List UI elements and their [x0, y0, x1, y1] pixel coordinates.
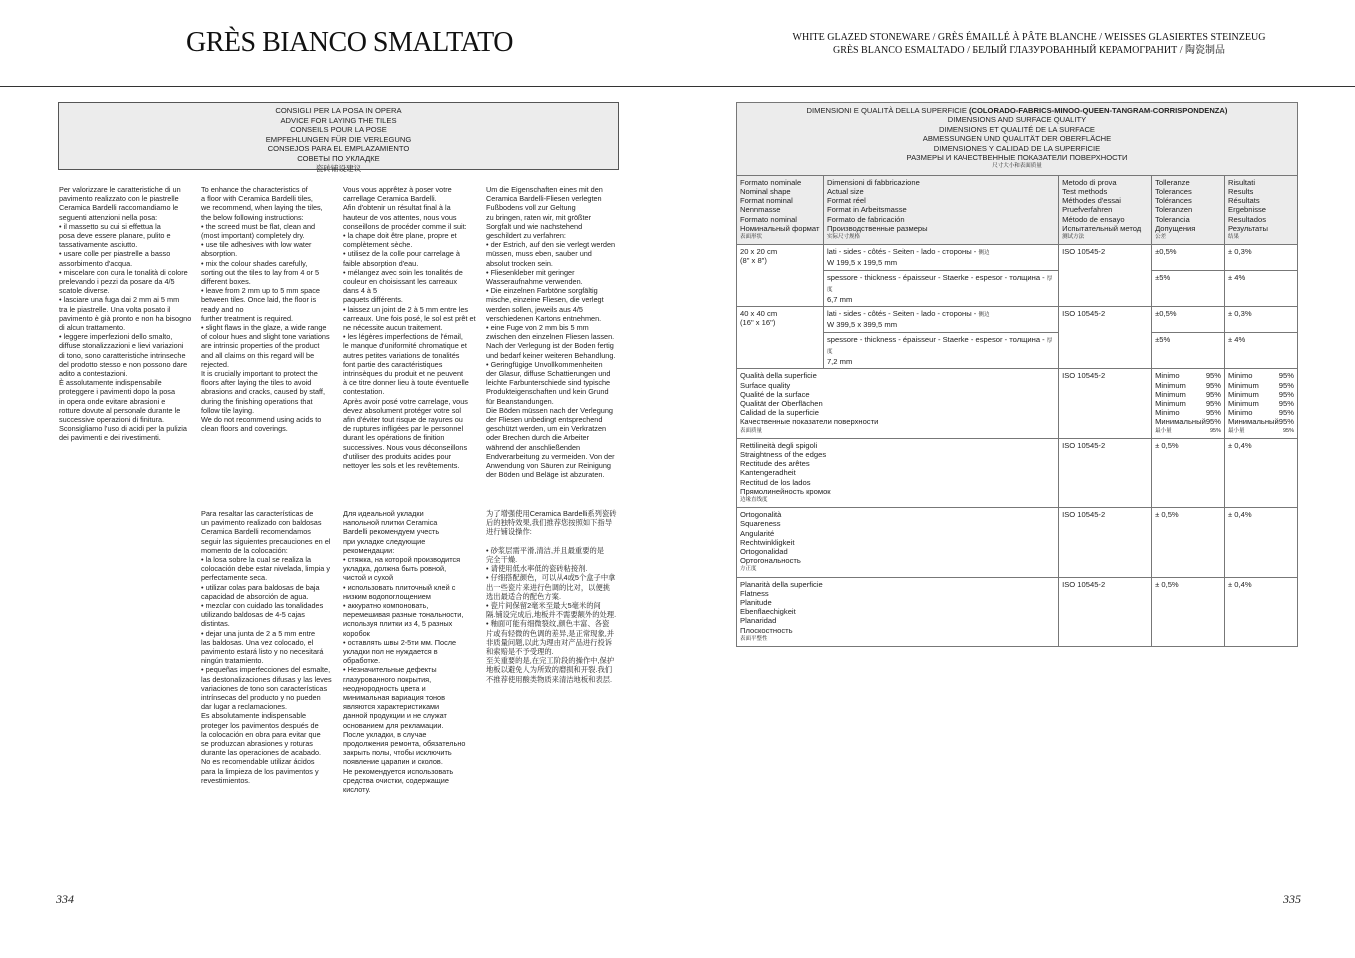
- property-label-line: Rectitud de los lados: [740, 477, 811, 487]
- dimension-label-zh: 侧边: [978, 312, 990, 319]
- property-label-line: Ортогональность: [740, 556, 801, 566]
- col-header-line: Допущения: [1155, 223, 1196, 233]
- column-french: Vous vous apprêtez à poser votre carrellage Ceramica Bardelli. Afin d'obtenir un résultat final à la hauteur de vos attentes, nous vous conseillons de procéder comme il suit: • la chape doit être plane, propre et complètement sèche. • utilisez de la colle pour carrelage à faible absorption d'eau. • mélangez avec soin les tonalités de couleur en choisissant les carreaux dans 4 à 5 paquets différents. • laissez un joint de 2 à 5 mm entre les carreaux. Une fois posé, le sol est prêt et ne nécessite aucun traitement. • les légères imperfections de l'émail, le manque d'uniformité chromatique et autres petites variations de tonalités font partie des caractéristiques intrinsèques du produit et ne peuvent à ce titre donner lieu à toute éventuelle contestation. Après avoir posé votre carrelage, vous devez absolument protéger votre sol afin d'éviter tout risque de rayures ou de ruptures infligées par le personnel durant les opérations de finition successives. Nous vous déconseillons d'utiliser des produits acides pour nettoyer les sols et les revêtements.: [343, 185, 476, 471]
- spec-title-line: DIMENSIONI E QUALITÀ DELLA SUPERFICIE (COLORADO-FABRICS-MINOO-QUEEN-TANGRAM-CORRISPONDENZA): [806, 106, 1228, 115]
- col-header-line: Производственные размеры: [826, 223, 928, 233]
- advice-line: CONSEILS POUR LA POSE: [290, 125, 387, 135]
- result-cell: ± 0,3%: [1225, 245, 1298, 270]
- dimension-cell: [823, 307, 1058, 332]
- column-english: To enhance the characteristics of a floor with Ceramica Bardelli tiles, we recommend, when laying the tiles, the below following instructions: • the screed must be flat, clean and (most important) completely dry. • use tile adhesives with low water absorption. • mix the colour shades carefully, sorting out the tiles to lay from 4 or 5 different boxes. • leave from 2 mm up to 5 mm space between tiles. Once laid, the floor is ready and no further treatment is required. • slight flaws in the glaze, a wide range of colour hues and slight tone variations are intrinsic properties of the product and all claims on this regard will be rejected. It is crucially important to protect the floors after laying the tiles to avoid abrasions and cracks, caused by staff, during the finishing operations that follow tile laying. We do not recommend using acids to clean floors and coverings.: [201, 185, 330, 434]
- percent-label: 最小量: [1228, 427, 1245, 434]
- dimension-value: 7,2 mm: [826, 357, 853, 367]
- quality-label-line: Surface quality: [740, 380, 791, 390]
- col-header-results: [1225, 175, 1298, 244]
- col-header-line: Dimensioni di fabbricazione: [826, 177, 920, 187]
- dimension-label: spessore - thickness - épaisseur - Staerke - espesor - толщина - 厚度: [826, 334, 1053, 355]
- dimension-value: W 399,5 x 399,5 mm: [826, 320, 898, 330]
- percent-value: 95%: [1278, 371, 1294, 381]
- result-cell: ± 0,4%: [1225, 438, 1298, 507]
- col-header-format: [737, 175, 824, 244]
- tolerance-cell: ±0,5%: [1152, 245, 1225, 270]
- percent-row: [1228, 427, 1294, 436]
- percent-value: 95%: [1282, 427, 1294, 434]
- percent-label: Minimo: [1228, 371, 1253, 381]
- property-label-cell: [737, 577, 1059, 646]
- advice-line: СОВЕТЫ ПО УКЛАДКЕ: [297, 153, 380, 163]
- quality-label-cell: [737, 369, 1059, 438]
- percent-row: [1228, 417, 1294, 426]
- property-label-line: Planarità della superficie: [740, 579, 823, 589]
- dimension-label: lati - sides - côtés - Seiten - lado - стороны - 侧边: [826, 247, 990, 257]
- dimension-cell: [823, 332, 1058, 369]
- format-cell: [737, 245, 824, 307]
- spec-title-line: ABMESSUNGEN UND QUALITÄT DER OBERFLÄCHE: [922, 134, 1112, 144]
- property-label-line: Rechtwinkligkeit: [740, 537, 795, 547]
- dimension-label: spessore - thickness - épaisseur - Staerke - espesor - толщина - 厚度: [826, 272, 1053, 293]
- spec-table-title: [737, 103, 1298, 176]
- method-cell: ISO 10545-2: [1059, 307, 1152, 369]
- method-cell: ISO 10545-2: [1059, 438, 1152, 507]
- percent-row: [1155, 408, 1221, 417]
- method-cell: ISO 10545-2: [1059, 577, 1152, 646]
- column-russian: Для идеальной укладки напольной плитки Ceramica Bardelli рекомендуем учесть при укладке следующие рекомендации: • стяжка, на которой производится укладка, должна быть ровной, чистой и сухой • использовать плиточный клей с низким водопоглощением • аккуратно компоновать, перемешивая разные тональности, используя плитки из 4, 5 разных коробок • оставлять швы 2-5ти мм. После укладки пол не нуждается в обработке. • Незначительные дефекты глазурованного покрытия, неоднородность цвета и минимальная вариация тонов являются характеристиками данной продукции и не служат основанием для рекламации. После укладки, в случае продолжения ремонта, обязательно закрыть полы, чтобы исключить появление царапин и сколов. Не рекомендуется использовать средства очистки, содержащие кислоту.: [343, 509, 466, 795]
- property-label-line: Straightness of the edges: [740, 449, 827, 459]
- col-header-line: Test methods: [1062, 187, 1108, 197]
- percent-row: [1228, 381, 1294, 390]
- percent-value: 95%: [1205, 389, 1222, 399]
- col-header-line: 实际尺寸规格: [826, 234, 860, 241]
- page-title: GRÈS BIANCO SMALTATO: [186, 27, 513, 58]
- method-cell: ISO 10545-2: [1059, 369, 1152, 438]
- col-header-line: Tolleranze: [1155, 177, 1190, 187]
- spec-title-line: 尺寸大小和表面质量: [992, 163, 1042, 170]
- advice-line: ADVICE FOR LAYING THE TILES: [280, 115, 397, 125]
- col-header-tolerances: [1152, 175, 1225, 244]
- page-number-right: 335: [1283, 892, 1301, 906]
- property-label-line: Planitude: [740, 597, 772, 607]
- col-header-line: Результаты: [1228, 223, 1269, 233]
- percent-label: Minimum: [1155, 389, 1186, 399]
- col-header-dimensions: [823, 175, 1058, 244]
- percent-row: [1155, 381, 1221, 390]
- dimension-label: lati - sides - côtés - Seiten - lado - стороны - 侧边: [826, 309, 990, 319]
- percent-value: 95%: [1205, 408, 1222, 418]
- format-line: 20 x 20 cm: [740, 247, 778, 257]
- quality-label-line: Qualität der Oberflächen: [740, 398, 823, 408]
- property-label-cell: [737, 508, 1059, 577]
- col-header-line: Résultats: [1228, 196, 1260, 206]
- percent-label: Minimo: [1155, 408, 1180, 418]
- dimension-value: 6,7 mm: [826, 295, 853, 305]
- percent-label: Minimum: [1228, 398, 1259, 408]
- quality-label-line: Качественные показатели поверхности: [740, 417, 879, 427]
- property-label-line: Rettilineità degli spigoli: [740, 440, 818, 450]
- tolerance-cell: ± 0,5%: [1152, 438, 1225, 507]
- col-header-line: Номинальный формат: [740, 223, 820, 233]
- advice-box-header: [58, 102, 619, 173]
- percent-row: [1155, 390, 1221, 399]
- percent-value: 95%: [1205, 371, 1222, 381]
- col-header-line: Format in Arbeitsmasse: [826, 205, 907, 215]
- col-header-line: Results: [1228, 187, 1254, 197]
- percent-row: [1228, 399, 1294, 408]
- column-italian: Per valorizzare le caratteristiche di un pavimento realizzato con le piastrelle Ceramica Bardelli raccomandiamo le seguenti attenzioni nella posa: • il massetto su cui si effettua la posa deve essere planare, pulito e tassativamente asciutto. • usare colle per piastrelle a basso assorbimento d'acqua. • miscelare con cura le tonalità di colore prelevando i pezzi da posare da 4/5 scatole diverse. • lasciare una fuga dai 2 mm ai 5 mm tra le piastrelle. Una volta posato il pavimento è già pronto e non ha bisogno di alcun trattamento. • leggere imperfezioni dello smalto, diffuse stonalizzazioni e lievi variazioni di tono, sono caratteristiche intrinseche del prodotto stesso e non possono dare adito a contestazioni. È assolutamente indispensabile proteggere i pavimenti dopo la posa in opera onde evitare abrasioni e rotture dovute al personale durante le successive operazioni di finitura. Sconsigliamo l'uso di acidi per la pulizia dei pavimenti e dei rivestimenti.: [59, 185, 192, 443]
- advice-line: CONSIGLI PER LA POSA IN OPERA: [275, 106, 402, 115]
- col-header-line: Método de ensayo: [1062, 214, 1125, 224]
- result-cell: ± 4%: [1225, 332, 1298, 369]
- method-cell: ISO 10545-2: [1059, 508, 1152, 577]
- col-header-line: Pruefverfahren: [1062, 205, 1113, 215]
- col-header-line: Toleranzen: [1155, 205, 1193, 215]
- spec-title-line: DIMENSIONS ET QUALITÉ DE LA SURFACE: [939, 124, 1095, 134]
- percent-row: [1155, 427, 1221, 436]
- header-divider: [0, 86, 1355, 87]
- col-header-line: 测试方法: [1062, 234, 1085, 241]
- property-label-line: 边缘直线度: [740, 496, 768, 503]
- advice-line: EMPFEHLUNGEN FÜR DIE VERLEGUNG: [265, 134, 412, 144]
- col-header-line: Formato nominal: [740, 214, 797, 224]
- percent-label: Minimum: [1228, 389, 1259, 399]
- dimension-label-zh: 厚度: [826, 337, 1053, 355]
- result-cell: ± 4%: [1225, 270, 1298, 307]
- percent-label: Minimo: [1228, 408, 1253, 418]
- result-cell: ± 0,3%: [1225, 307, 1298, 332]
- percent-row: [1155, 371, 1221, 380]
- col-header-line: 公差: [1155, 234, 1167, 241]
- dimension-cell: [823, 270, 1058, 307]
- spec-title-line: DIMENSIONES Y CALIDAD DE LA SUPERFICIE: [933, 143, 1101, 153]
- quality-label-line: Calidad de la superficie: [740, 408, 819, 418]
- spec-title-line: DIMENSIONS AND SURFACE QUALITY: [947, 115, 1087, 125]
- column-spanish: Para resaltar las características de un pavimento realizado con baldosas Ceramica Bardelli recomendamos seguir las siguientes precauciones en el momento de la colocación: • la losa sobre la cual se realiza la colocación debe estar nivelada, limpia y perfectamente seca. • utilizar colas para baldosas de baja capacidad de absorción de agua. • mezclar con cuidado las tonalidades utilizando baldosas de 4-5 cajas distintas. • dejar una junta de 2 a 5 mm entre las baldosas. Una vez colocado, el pavimento estará listo y no necesitará ningún tratamiento. • pequeñas imperfecciones del esmalte, las destonalizaciones difusas y las leves variaciones de tono son características intrínsecas del producto y no pueden dar lugar a reclamaciones. Es absolutamente indispensable proteger los pavimentos después de la colocación en obra para evitar que se produzcan abrasiones y roturas durante las operaciones de acabado. No es recomendable utilizar ácidos para la limpieza de los pavimentos y revestimientos.: [201, 509, 332, 785]
- method-cell: ISO 10545-2: [1059, 245, 1152, 307]
- col-header-line: Format nominal: [740, 196, 793, 206]
- page-number-left: 334: [56, 892, 74, 906]
- property-label-line: Flatness: [740, 588, 769, 598]
- format-line: (8" x 8"): [740, 256, 767, 266]
- property-label-line: 方正度: [740, 566, 757, 573]
- format-line: (16" x 16"): [740, 318, 776, 328]
- subtitle-line-2: GRÈS BLANCO ESMALTADO / БЕЛЫЙ ГЛАЗУРОВАННЫЙ КЕРАМОГРАНИТ / 陶瓷制品: [832, 45, 1226, 56]
- percent-label: Минимальный: [1228, 417, 1279, 427]
- percent-label: Minimum: [1155, 380, 1186, 390]
- percent-label: Minimo: [1155, 371, 1180, 381]
- property-label-line: Прямолинейность кромок: [740, 486, 831, 496]
- percent-value: 95%: [1210, 427, 1222, 434]
- percent-label: Минимальный: [1155, 417, 1206, 427]
- tolerance-cell: ±5%: [1152, 332, 1225, 369]
- subtitle-line-1: WHITE GLAZED STONEWARE / GRÈS ÉMAILLÉ À PÂTE BLANCHE / WEISSES GLASIERTES STEINZEUG: [792, 32, 1266, 43]
- column-chinese: 为了增强使用Ceramica Bardelli系列瓷砖 后的独特效果,我们推荐您按照如下指导 进行铺设操作: • 砂浆层需平滑,清洁,并且最重要的是 完全干燥. • 请使用低水率低的瓷砖粘接剂. • 仔细搭配颜色，可以从4或5个盒子中拿 出一些瓷片来进行色调的比对，以便挑 选出最适合的配色方案. • 瓷片间保留2毫米至最大5毫米的间 隔.铺设完成后,地板并不需要额外的处理. • 釉面可能有细微裂纹,颜色丰富、各瓷 片或有轻微的色调的差异,是正常现象,并 非质量问题,以此为理由对产品进行投诉 和索赔是不予受理的. 至关重要的是,在完工阶段的操作中,保护 地板以避免人为所致的磨损和开裂.我们 不推荐使用酸类物质来清洁地板和表层.: [486, 509, 617, 684]
- spec-table: [736, 102, 1298, 647]
- tolerance-cell: ±5%: [1152, 270, 1225, 307]
- col-header-line: 表面形状: [740, 234, 763, 241]
- column-german: Um die Eigenschaften eines mit den Ceramica Bardelli-Fliesen verlegten Fußbodens voll zur Geltung zu bringen, raten wir, mit größter Sorgfalt und wie nachstehend geschildert zu verfahren: • der Estrich, auf den sie verlegt werden müssen, muss eben, sauber und absolut trocken sein. • Fliesenkleber mit geringer Wasseraufnahme verwenden. • Die einzelnen Farbtöne sorgfältig mische, einzeine Fliesen, die verlegt werden sollen, jeweils aus 4/5 verschiedenen Kartons entnehmen. • eine Fuge von 2 mm bis 5 mm zwischen den einzelnen Fliesen lassen. Nach der Verlegung ist der Boden fertig und bedarf keiner weiteren Behandlung. • Geringfügige Unvollkommenheiten der Glasur, diffuse Schattierungen und leichte Farbunterschiede sind typische Produkteigenschaften und kein Grund für Beanstandungen. Die Böden müssen nach der Verlegung der Fliesen unbedingt entsprechend geschützt werden, um ein Verkratzen oder Brechen durch die Arbeiter während der anschließenden Endverarbeitung zu vermeiden. Von der Anwendung von Säuren zur Reinigung der Böden und Beläge ist abzuraten.: [486, 185, 616, 480]
- col-header-line: Méthodes d'essai: [1062, 196, 1121, 206]
- dimension-label-zh: 厚度: [826, 275, 1053, 293]
- col-header-line: Metodo di prova: [1062, 177, 1117, 187]
- property-label-line: Rectitude des arêtes: [740, 459, 810, 469]
- percent-row: [1228, 390, 1294, 399]
- percent-value: 95%: [1278, 417, 1294, 427]
- col-header-line: Tolérances: [1155, 196, 1192, 206]
- col-header-line: Tolerancia: [1155, 214, 1190, 224]
- col-header-method: [1059, 175, 1152, 244]
- percent-value: 95%: [1278, 380, 1294, 390]
- advice-line: CONSEJOS PARA EL EMPLAZAMIENTO: [267, 144, 410, 154]
- col-header-line: Tolerances: [1155, 187, 1192, 197]
- quality-label-line: Qualità della superficie: [740, 371, 817, 381]
- percent-value: 95%: [1205, 380, 1222, 390]
- spec-title-line: РАЗМЕРЫ И КАЧЕСТВЕННЫЕ ПОКАЗАТЕЛИ ПОВЕРХНОСТИ: [906, 153, 1128, 163]
- percent-row: [1228, 408, 1294, 417]
- col-header-line: Risultati: [1228, 177, 1256, 187]
- col-header-line: Formato nominale: [740, 177, 802, 187]
- quality-label-line: Qualité de la surface: [740, 389, 810, 399]
- percent-row: [1155, 417, 1221, 426]
- percent-value: 95%: [1205, 398, 1222, 408]
- col-header-line: Actual size: [826, 187, 864, 197]
- tolerance-cell: [1152, 369, 1225, 438]
- dimension-value: W 199,5 x 199,5 mm: [826, 258, 898, 268]
- col-header-line: Format réel: [826, 196, 866, 206]
- spec-title-bold: (COLORADO-FABRICS-MINOO-QUEEN-TANGRAM-CORRISPONDENZA): [969, 106, 1228, 115]
- tolerance-cell: ± 0,5%: [1152, 577, 1225, 646]
- percent-label: Minimum: [1228, 380, 1259, 390]
- quality-label-line: 表面质量: [740, 427, 763, 434]
- format-cell: [737, 307, 824, 369]
- property-label-line: Ebenflaechigkeit: [740, 607, 796, 617]
- percent-row: [1228, 371, 1294, 380]
- col-header-line: Испытательный метод: [1062, 223, 1142, 233]
- dimension-label-zh: 侧边: [978, 250, 990, 257]
- percent-value: 95%: [1205, 417, 1222, 427]
- col-header-line: Nominal shape: [740, 187, 791, 197]
- tolerance-cell: ±0,5%: [1152, 307, 1225, 332]
- percent-value: 95%: [1278, 408, 1294, 418]
- result-cell: ± 0,4%: [1225, 508, 1298, 577]
- property-label-line: Ortogonalidad: [740, 546, 788, 556]
- result-cell: [1225, 369, 1298, 438]
- property-label-line: 表面平整性: [740, 635, 768, 642]
- percent-label: 最小量: [1155, 427, 1172, 434]
- property-label-cell: [737, 438, 1059, 507]
- property-label-line: Squareness: [740, 519, 781, 529]
- header-subtitle: [760, 31, 1298, 57]
- property-label-line: Kantengeradheit: [740, 468, 796, 478]
- property-label-line: Плоскостность: [740, 625, 793, 635]
- property-label-line: Planaridad: [740, 616, 777, 626]
- percent-value: 95%: [1278, 389, 1294, 399]
- col-header-line: 结果: [1228, 234, 1240, 241]
- percent-label: Minimum: [1155, 398, 1186, 408]
- percent-value: 95%: [1278, 398, 1294, 408]
- col-header-line: Nennmasse: [740, 205, 781, 215]
- dimension-cell: [823, 245, 1058, 270]
- col-header-line: Formato de fabricación: [826, 214, 905, 224]
- percent-row: [1155, 399, 1221, 408]
- property-label-line: Angularité: [740, 528, 775, 538]
- col-header-line: Ergebnisse: [1228, 205, 1267, 215]
- result-cell: ± 0,4%: [1225, 577, 1298, 646]
- advice-line: 瓷砖铺设建议: [315, 163, 362, 173]
- tolerance-cell: ± 0,5%: [1152, 508, 1225, 577]
- col-header-line: Resultados: [1228, 214, 1267, 224]
- format-line: 40 x 40 cm: [740, 309, 778, 319]
- property-label-line: Ortogonalità: [740, 510, 782, 520]
